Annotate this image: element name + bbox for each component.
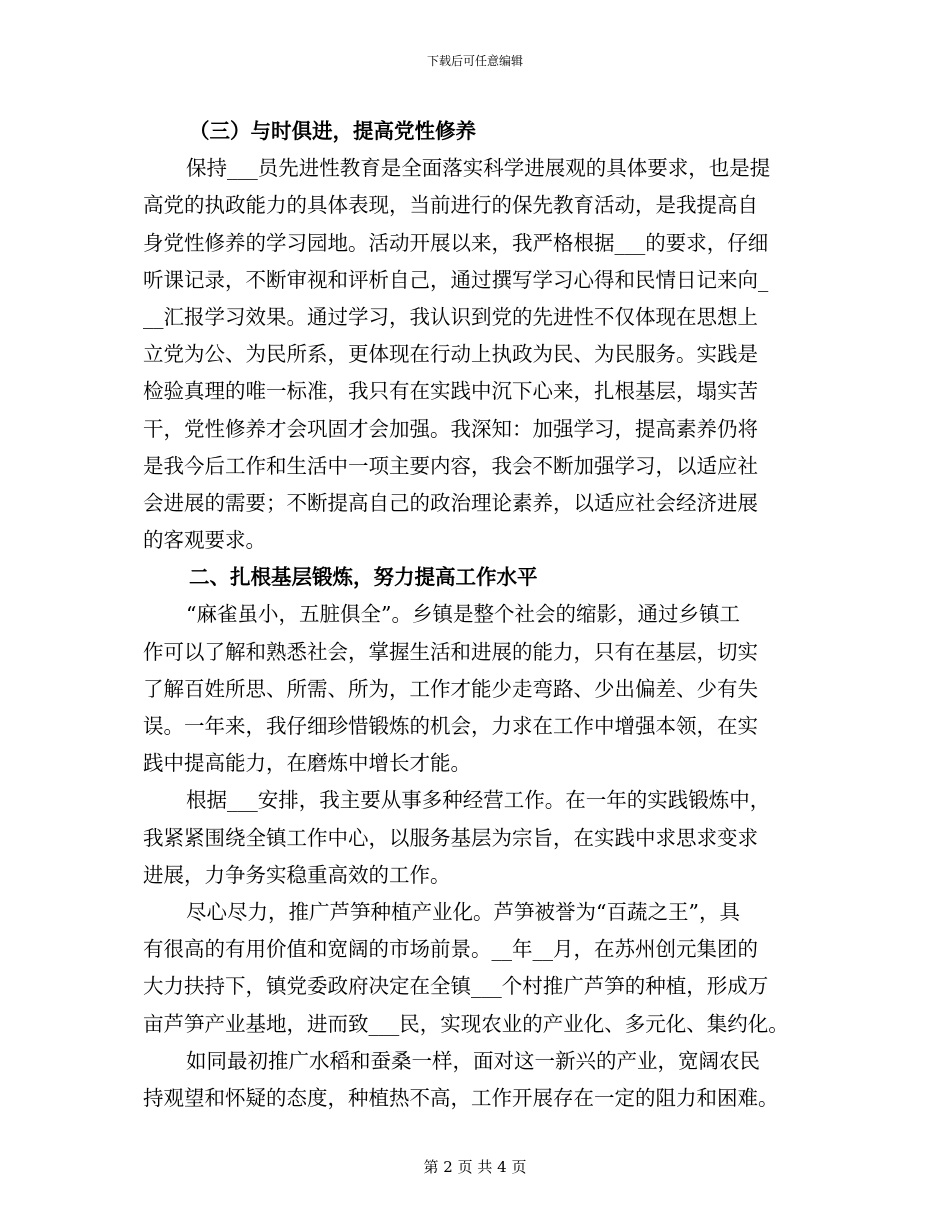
text-line: 亩芦笋产业基地，进而致___民，实现农业的产业化、多元化、集约化。 (143, 1011, 789, 1036)
text-line: 根据___安排，我主要从事多种经营工作。在一年的实践锻炼中， (186, 788, 771, 813)
section-heading: （三）与时俱进，提高党性修养 (189, 119, 476, 143)
text-line: 如同最初推广水稻和蚕桑一样，面对这一新兴的产业，宽阔农民 (186, 1048, 760, 1073)
text-line: 保持___员先进性教育是全面落实科学进展观的具体要求，也是提 (186, 156, 771, 181)
text-line: 持观望和怀疑的态度，种植热不高，工作开展存在一定的阻力和困难。 (143, 1085, 779, 1110)
page-header-note: 下载后可任意编辑 (426, 54, 523, 68)
text-line: 听课记录，不断审视和评析自己，通过撰写学习心得和民情日记来向_ (143, 267, 769, 292)
text-line: 进展，力争务实稳重高效的工作。 (143, 862, 451, 887)
text-line: 作可以了解和熟悉社会，掌握生活和进展的能力，只有在基层，切实 (143, 639, 758, 664)
text-line: 误。一年来，我仔细珍惜锻炼的机会，力求在工作中增强本领，在实 (143, 714, 758, 738)
text-line: 立党为公、为民所系，更体现在行动上执政为民、为民服务。实践是 (143, 342, 758, 367)
text-line: 干，党性修养才会巩固才会加强。我深知：加强学习，提高素养仍将 (143, 416, 758, 441)
text-line: 高党的执政能力的具体表现，当前进行的保先教育活动，是我提高自 (143, 193, 758, 218)
document-body (143, 113, 815, 1117)
text-line: __汇报学习效果。通过学习，我认识到党的先进性不仅体现在思想上 (143, 304, 758, 329)
text-line: 是我今后工作和生活中一项主要内容，我会不断加强学习，以适应社 (143, 453, 758, 478)
section-heading: 二、扎根基层锻炼，努力提高工作水平 (189, 565, 538, 590)
text-line: 践中提高能力，在磨炼中增长才能。 (143, 751, 471, 776)
text-line: 会进展的需要；不断提高自己的政治理论素养，以适应社会经济进展 (143, 490, 758, 515)
page-number: 第 2 页 共 4 页 (423, 1158, 527, 1176)
text-line: 尽心尽力，推广芦笋种植产业化。芦笋被誉为“百蔬之王”，具 (186, 899, 740, 924)
text-line: 大力扶持下，镇党委政府决定在全镇___个村推广芦笋的种植，形成万 (143, 974, 769, 999)
text-line: 有很高的有用价值和宽阔的市场前景。__年__月，在苏州创元集团的 (143, 937, 758, 962)
text-line: 的客观要求。 (143, 528, 266, 553)
text-line: 身党性修养的学习园地。活动开展以来，我严格根据___的要求，仔细 (143, 230, 769, 255)
text-line: 了解百姓所思、所需、所为，工作才能少走弯路、少出偏差、少有失 (143, 676, 758, 701)
text-line: 我紧紧围绕全镇工作中心，以服务基层为宗旨，在实践中求思求变求 (143, 825, 758, 850)
text-line: 检验真理的唯一标准，我只有在实践中沉下心来，扎根基层，塌实苦 (143, 379, 758, 404)
text-line: “麻雀虽小，五脏俱全”。乡镇是整个社会的缩影，通过乡镇工 (186, 602, 740, 627)
